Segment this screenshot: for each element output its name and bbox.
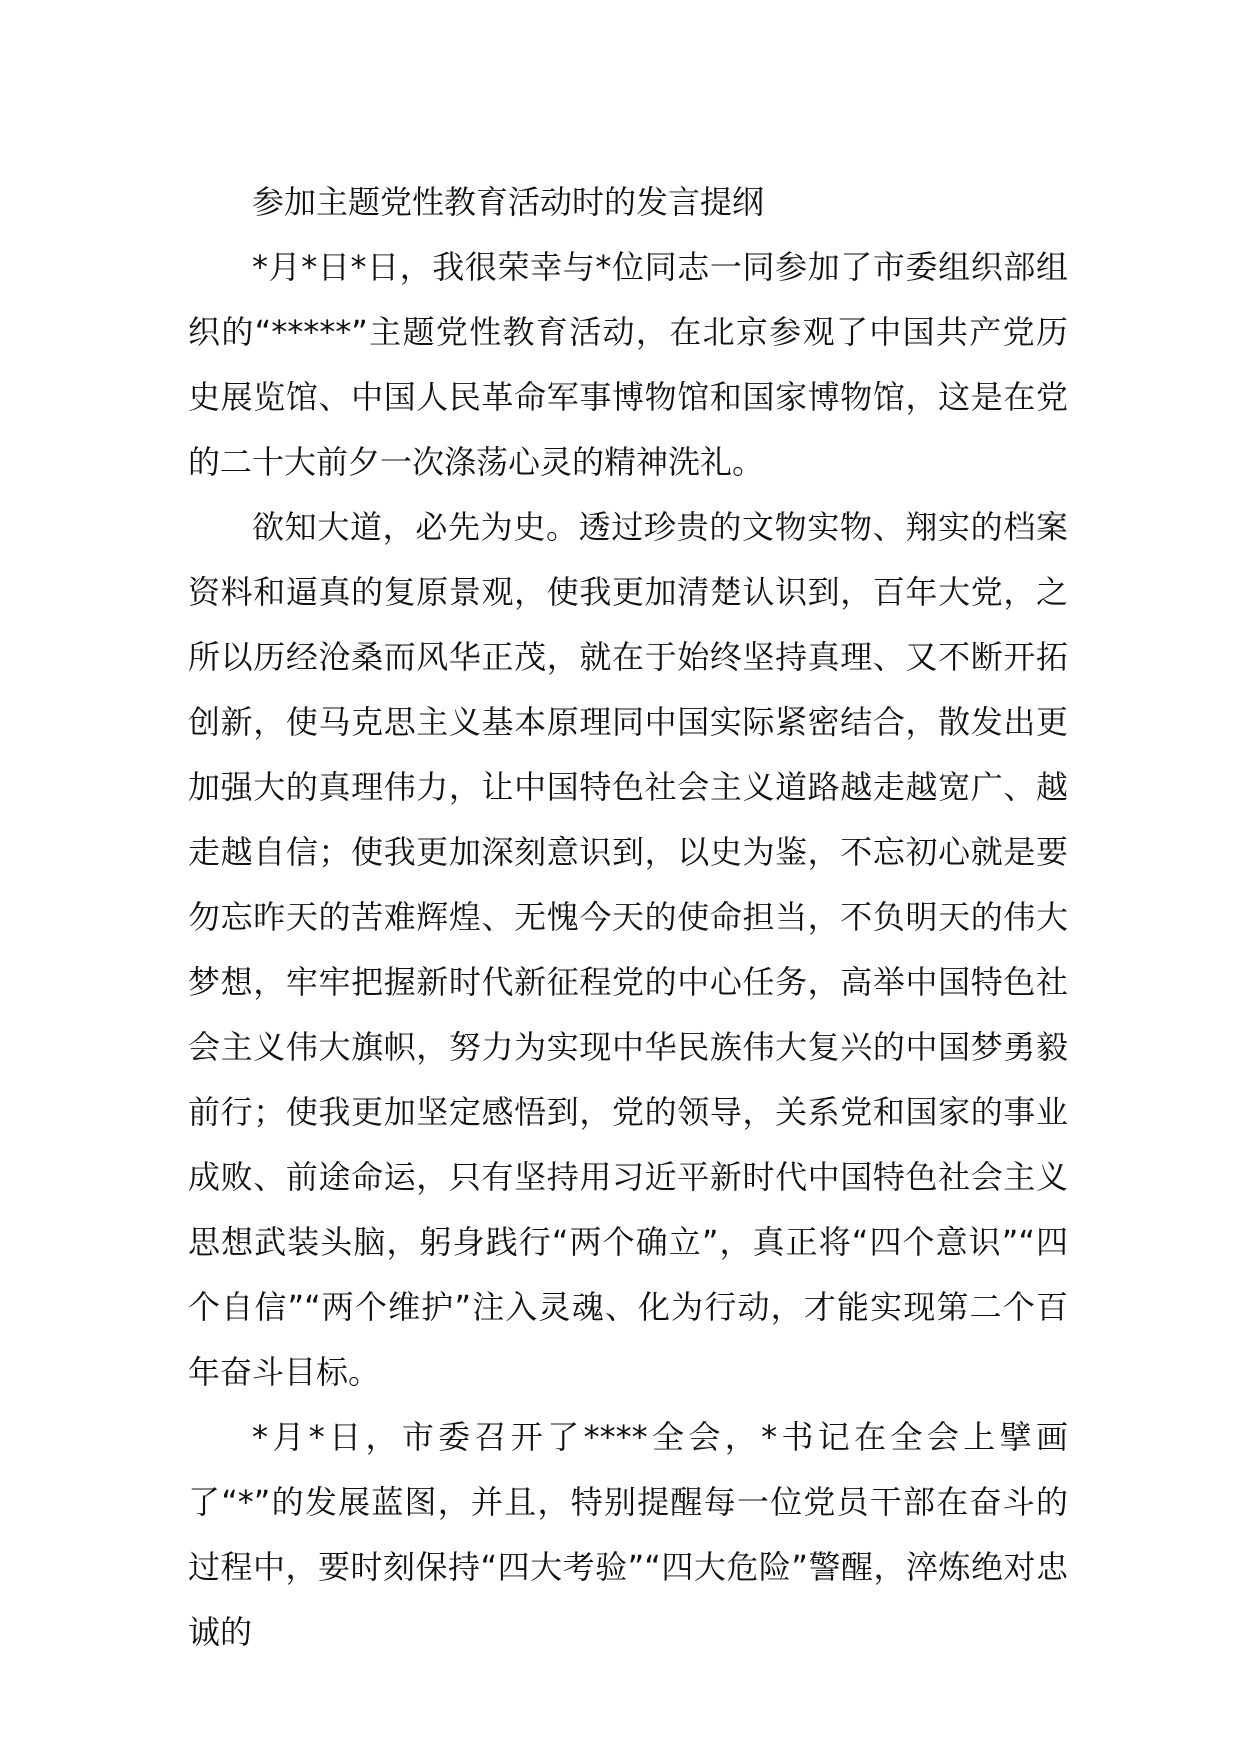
paragraph-2: 欲知大道，必先为史。透过珍贵的文物实物、翔实的档案资料和逼真的复原景观，使我更加清楚认识到，百年大党，之所以历经沧桑而风华正茂，就在于始终坚持真理、又不断开拓创新，使马克思主义基本原理同中国实际紧密结合，散发出更加强大的真理伟力，让中国特色社会主义道路越走越宽广、越走越自信；使我更加深刻意识到，以史为鉴，不忘初心就是要勿忘昨天的苦难辉煌、无愧今天的使命担当，不负明天的伟大梦想，牢牢把握新时代新征程党的中心任务，高举中国特色社会主义伟大旗帜，努力为实现中华民族伟大复兴的中国梦勇毅前行；使我更加坚定感悟到，党的领导，关系党和国家的事业成败、前途命运，只有坚持用习近平新时代中国特色社会主义思想武装头脑，躬身践行“两个确立”，真正将“四个意识”“四个自信”“两个维护”注入灵魂、化为行动，才能实现第二个百年奋斗目标。 <box>188 508 1068 1391</box>
document-body <box>188 170 1068 1665</box>
paragraph-3: *月*日，市委召开了****全会，*书记在全会上擘画了“*”的发展蓝图，并且，特别提醒每一位党员干部在奋斗的过程中，要时刻保持“四大考验”“四大危险”警醒，淬炼绝对忠诚的 <box>188 1418 1068 1651</box>
paragraph-1: *月*日*日，我很荣幸与*位同志一同参加了市委组织部组织的“*****”主题党性教育活动，在北京参观了中国共产党历史展览馆、中国人民革命军事博物馆和国家博物馆，这是在党的二十大前夕一次涤荡心灵的精神洗礼。 <box>188 248 1068 481</box>
document-title: 参加主题党性教育活动时的发言提纲 <box>252 183 765 221</box>
